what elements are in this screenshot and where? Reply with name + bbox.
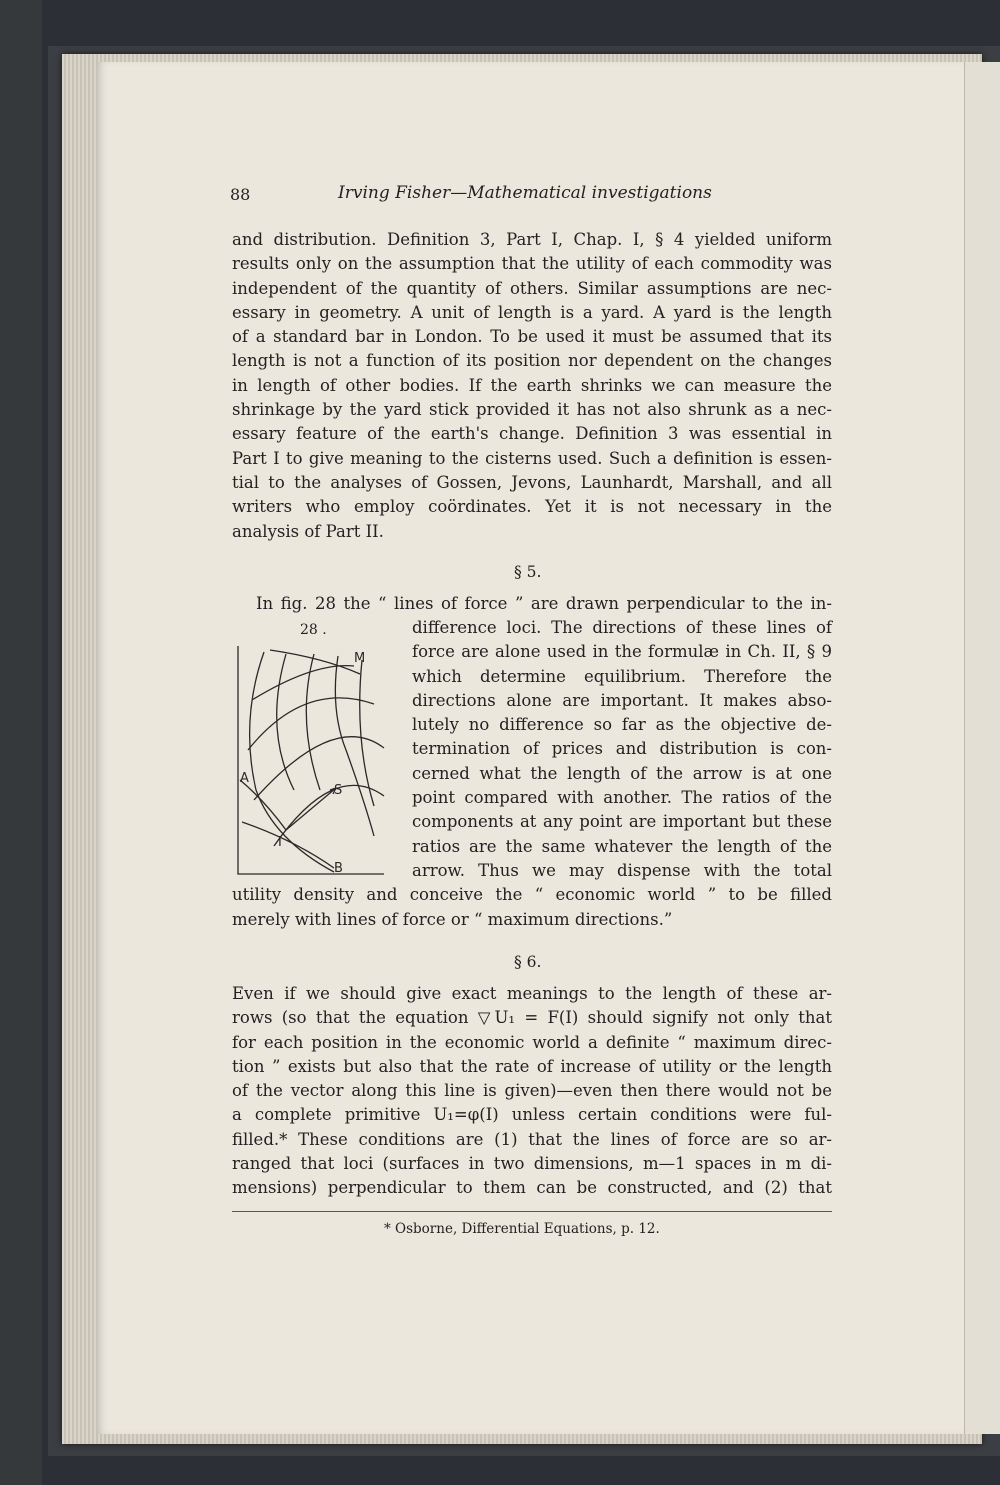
- text-line: utility density and conceive the “ economic world ” to be filled: [232, 885, 832, 904]
- figure-label-I: I: [278, 835, 282, 850]
- text-line: Even if we should give exact meanings to the length of these ar-: [232, 984, 832, 1003]
- indifference-locus: [252, 666, 354, 700]
- line-of-force: [335, 656, 374, 836]
- text-line: a complete primitive U₁=φ(I) unless certain conditions were ful-: [232, 1105, 832, 1125]
- text-line: ranged that loci (surfaces in two dimensions, m—1 spaces in m di-: [232, 1154, 832, 1174]
- text-line: in length of other bodies. If the earth shrinks we can measure the: [232, 375, 832, 395]
- text-line: ratios are the same whatever the length of the: [412, 836, 832, 856]
- line-of-force: [250, 652, 334, 872]
- arrow: [286, 788, 336, 830]
- page-number: 88: [230, 185, 251, 204]
- text-line: filled.* These conditions are (1) that the lines of force are so ar-: [232, 1129, 832, 1149]
- line-of-force: [360, 660, 374, 806]
- footnote-rule: [232, 1211, 832, 1212]
- indifference-locus: [248, 698, 374, 750]
- figure-label-M: M: [354, 651, 366, 666]
- text-line: directions alone are important. It makes abso-: [412, 690, 832, 710]
- text-line: and distribution. Definition 3, Part I, Chap. I, § 4 yielded uniform: [232, 230, 832, 249]
- paragraph-2-full: [232, 883, 832, 907]
- text-line: independent of the quantity of others. Similar assumptions are nec-: [232, 278, 832, 298]
- text-line: cerned what the length of the arrow is at one: [412, 763, 832, 783]
- text-line: components at any point are important but these: [412, 812, 832, 832]
- paragraph-1-last-line: analysis of Part II.: [232, 522, 384, 541]
- text-line: tion ” exists but also that the rate of increase of utility or the length: [232, 1056, 832, 1076]
- text-line: tial to the analyses of Gossen, Jevons, Launhardt, Marshall, and all: [232, 472, 832, 492]
- text-line: writers who employ coördinates. Yet it is not necessary in the: [232, 497, 832, 517]
- text-line: difference loci. The directions of these lines of: [412, 618, 832, 637]
- text-line: which determine equilibrium. Therefore the: [412, 666, 832, 686]
- text-line: results only on the assumption that the utility of each commodity was: [232, 254, 832, 274]
- figure-label-B: B: [334, 861, 343, 876]
- paragraph-2-last-line: merely with lines of force or “ maximum directions.”: [232, 910, 673, 929]
- paragraph-2-wrapped: [412, 616, 832, 883]
- text-line: Part I to give meaning to the cisterns used. Such a definition is essen-: [232, 448, 832, 468]
- text-line: termination of prices and distribution is con-: [412, 739, 832, 759]
- text-line: for each position in the economic world a definite “ maximum direc-: [232, 1032, 832, 1052]
- section-heading-6: § 6.: [514, 953, 542, 971]
- figure-label-A: A: [240, 771, 249, 786]
- line-of-force: [306, 654, 320, 790]
- text-line: length is not a function of its position nor dependent on the changes: [232, 351, 832, 371]
- facing-page-edge: [964, 62, 1000, 1434]
- paragraph-1: [232, 228, 832, 520]
- text-line: mensions) perpendicular to them can be constructed, and (2) that: [232, 1178, 832, 1198]
- text-line: of a standard bar in London. To be used it must be assumed that its: [232, 327, 832, 347]
- figure-label: 28 .: [300, 622, 327, 638]
- footnote: * Osborne, Differential Equations, p. 12.: [384, 1221, 660, 1237]
- text-line: rows (so that the equation ▽U₁ = F(I) should signify not only that: [232, 1008, 832, 1028]
- text-line: of the vector along this line is given)—even then there would not be: [232, 1081, 832, 1101]
- paragraph-3: [232, 982, 832, 1201]
- section-heading-5: § 5.: [514, 563, 542, 581]
- figure-28-diagram: [234, 640, 394, 880]
- text-line: point compared with another. The ratios of the: [412, 788, 832, 808]
- text-line: arrow. Thus we may dispense with the total: [412, 860, 832, 880]
- text-line: shrinkage by the yard stick provided it has not also shrunk as a nec-: [232, 400, 832, 420]
- running-title: Irving Fisher—Mathematical investigations: [338, 183, 712, 203]
- text-line: force are alone used in the formulæ in Ch. II, § 9: [412, 642, 832, 662]
- text-line: essary feature of the earth's change. Definition 3 was essential in: [232, 424, 832, 444]
- line-of-force: [277, 654, 294, 790]
- text-line: essary in geometry. A unit of length is a yard. A yard is the length: [232, 302, 832, 322]
- paragraph-2-first-line: [256, 592, 832, 616]
- text-line: lutely no difference so far as the objective de-: [412, 715, 832, 735]
- figure-label-S: S: [334, 783, 343, 798]
- text-line: In fig. 28 the “ lines of force ” are drawn perpendicular to the in-: [256, 594, 832, 613]
